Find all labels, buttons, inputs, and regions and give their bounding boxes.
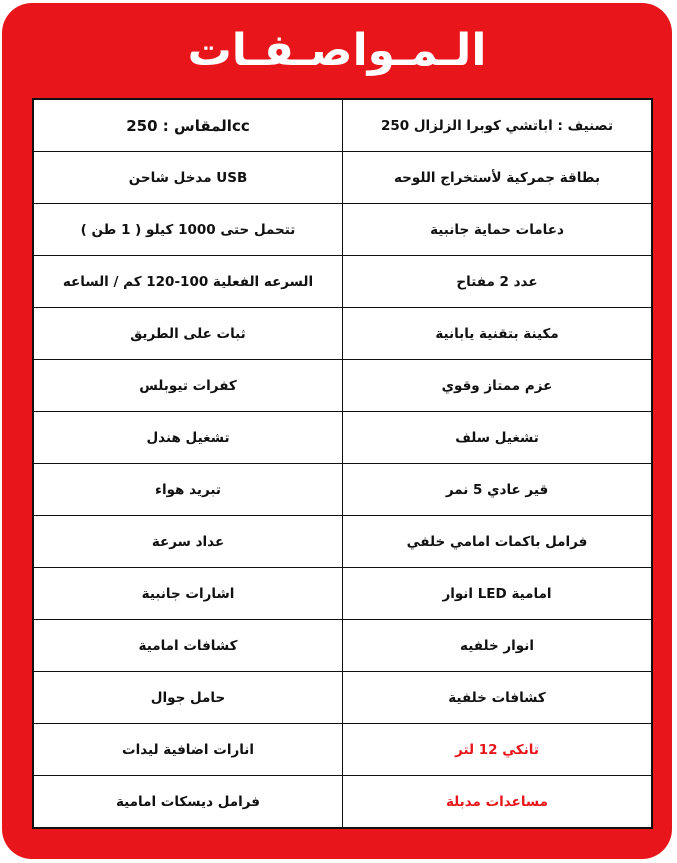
table-row	[33, 152, 652, 204]
spec-cell-right-highlight: تانكي 12 لتر	[343, 724, 653, 776]
table-row	[33, 308, 652, 360]
spec-cell-left: تتحمل حتى 1000 كيلو ( 1 طن )	[33, 204, 343, 256]
spec-cell-right-highlight: مساعدات مدبلة	[343, 776, 653, 829]
table-row	[33, 464, 652, 516]
spec-cell-left: حامل جوال	[33, 672, 343, 724]
spec-cell-right: دعامات حماية جانبية	[343, 204, 653, 256]
spec-cell-right: تشغيل سلف	[343, 412, 653, 464]
spec-cell-left: انارات اضافية ليدات	[33, 724, 343, 776]
spec-cell-right: مكينة بتقنية يابانية	[343, 308, 653, 360]
table-row	[33, 724, 652, 776]
spec-cell-left: مدخل شاحن USB	[33, 152, 343, 204]
spec-cell-right: تصنيف : اباتشي كوبرا الزلزال 250	[343, 99, 653, 152]
spec-cell-left: كفرات تيوبلس	[33, 360, 343, 412]
spec-cell-right: انوار خلفيه	[343, 620, 653, 672]
spec-cell-right: انوار LED امامية	[343, 568, 653, 620]
spec-cell-left: تبريد هواء	[33, 464, 343, 516]
table-row	[33, 412, 652, 464]
spec-cell-left: المقاس : 250cc	[33, 99, 343, 152]
spec-cell-left: السرعه الفعلية 100-120 كم / الساعه	[33, 256, 343, 308]
table-row	[33, 672, 652, 724]
table-row	[33, 360, 652, 412]
table-row	[33, 99, 652, 152]
page-title: الـمـواصـفـات	[187, 25, 487, 76]
spec-table	[32, 98, 653, 829]
table-row	[33, 568, 652, 620]
spec-cell-left: اشارات جانبية	[33, 568, 343, 620]
table-row	[33, 204, 652, 256]
spec-card	[2, 3, 672, 859]
table-row	[33, 516, 652, 568]
spec-cell-right: بطاقة جمركية لأستخراج اللوحه	[343, 152, 653, 204]
table-row	[33, 776, 652, 829]
spec-cell-right: قير عادي 5 نمر	[343, 464, 653, 516]
spec-cell-left: تشغيل هندل	[33, 412, 343, 464]
spec-cell-right: عزم ممتاز وقوي	[343, 360, 653, 412]
spec-cell-right: عدد 2 مفتاح	[343, 256, 653, 308]
spec-cell-left: عداد سرعة	[33, 516, 343, 568]
table-row	[33, 256, 652, 308]
spec-cell-left: ثبات على الطريق	[33, 308, 343, 360]
spec-cell-left: كشافات امامية	[33, 620, 343, 672]
spec-cell-right: فرامل باكمات امامي خلفي	[343, 516, 653, 568]
table-row	[33, 620, 652, 672]
spec-cell-left: فرامل ديسكات امامية	[33, 776, 343, 829]
spec-cell-right: كشافات خلفية	[343, 672, 653, 724]
